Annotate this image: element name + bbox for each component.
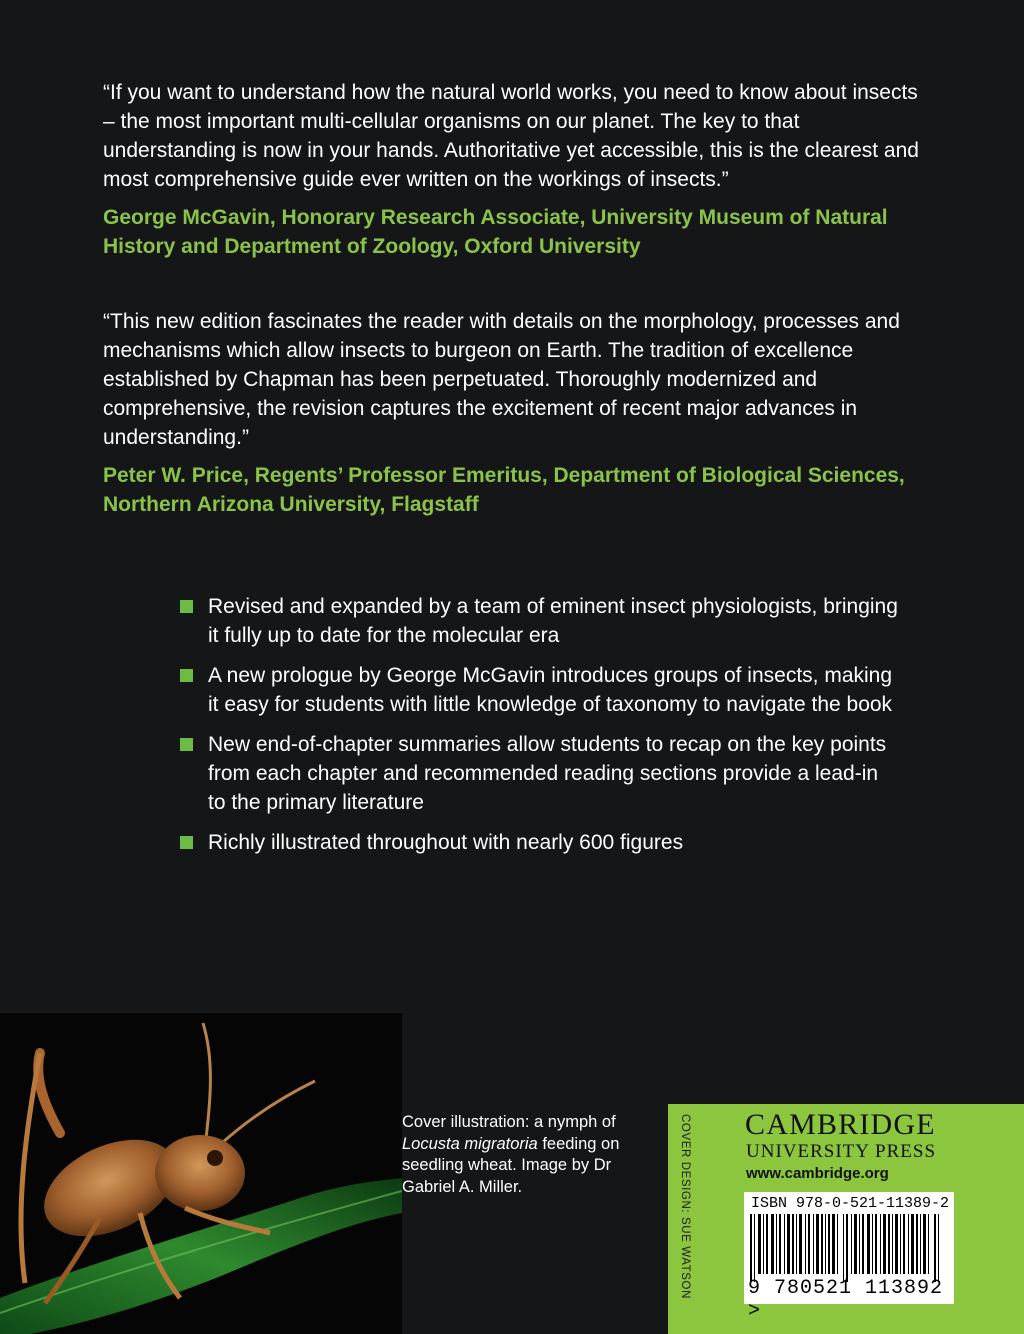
attribution-mcgavin: George McGavin, Honorary Research Associate, University Museum of Natural History and Department of Zoology, Oxford University	[103, 206, 888, 258]
list-item	[180, 592, 900, 650]
quote-mcgavin: “If you want to understand how the natural world works, you need to know about insects – the most important multi-cellular organisms on our planet. The key to that understanding is now in your hands. Authoritative yet accessible, this is the clearest and most comprehensive guide ever written on the workings of insects.”	[103, 81, 919, 191]
cover-design-credit: COVER DESIGN: SUE WATSON	[679, 1114, 691, 1300]
bullet-text: Revised and expanded by a team of eminent insect physiologists, bringing it fully up to date for the molecular era	[208, 595, 898, 647]
barcode-block	[744, 1192, 954, 1323]
cover-caption	[402, 1112, 647, 1198]
attribution-price: Peter W. Price, Regents’ Professor Emeritus, Department of Biological Sciences, Northern Arizona University, Flagstaff	[103, 464, 905, 516]
quote-price: “This new edition fascinates the reader with details on the morphology, processes and mechanisms which allow insects to burgeon on Earth. The tradition of excellence established by Chapman has been perpetuated. Thoroughly modernized and comprehensive, the revision captures the excitement of recent major advances in understanding.”	[103, 310, 900, 449]
publisher-url: www.cambridge.org	[746, 1165, 889, 1182]
feature-list	[180, 592, 900, 868]
barcode-icon	[744, 1214, 954, 1284]
publisher-name: CAMBRIDGE	[745, 1108, 936, 1141]
caption-species: Locusta migratoria	[402, 1134, 538, 1153]
barcode-digits: 9 780521 113892 >	[748, 1277, 944, 1323]
green-square-bullet-icon	[180, 600, 193, 613]
bullet-text: A new prologue by George McGavin introduces groups of insects, making it easy for students with little knowledge of taxonomy to navigate the book	[208, 664, 893, 716]
caption-line-2: feeding on seedling wheat. Image by Dr Gabriel A. Miller.	[402, 1134, 620, 1196]
publisher-subtitle: UNIVERSITY PRESS	[746, 1141, 937, 1162]
isbn-text: ISBN 978-0-521-11389-2	[751, 1195, 950, 1212]
green-square-bullet-icon	[180, 836, 193, 849]
green-square-bullet-icon	[180, 669, 193, 682]
list-item	[180, 828, 900, 857]
cover-photo-locust	[0, 1013, 402, 1334]
locust-illustration	[0, 1013, 402, 1334]
bullet-text: New end-of-chapter summaries allow students to recap on the key points from each chapter and recommended reading sections provide a lead-in to the primary literature	[208, 733, 887, 814]
caption-line-1: Cover illustration: a nymph of	[402, 1113, 616, 1131]
green-square-bullet-icon	[180, 738, 193, 751]
bullet-text: Richly illustrated throughout with nearly 600 figures	[208, 831, 684, 854]
list-item	[180, 730, 900, 817]
list-item	[180, 661, 900, 719]
